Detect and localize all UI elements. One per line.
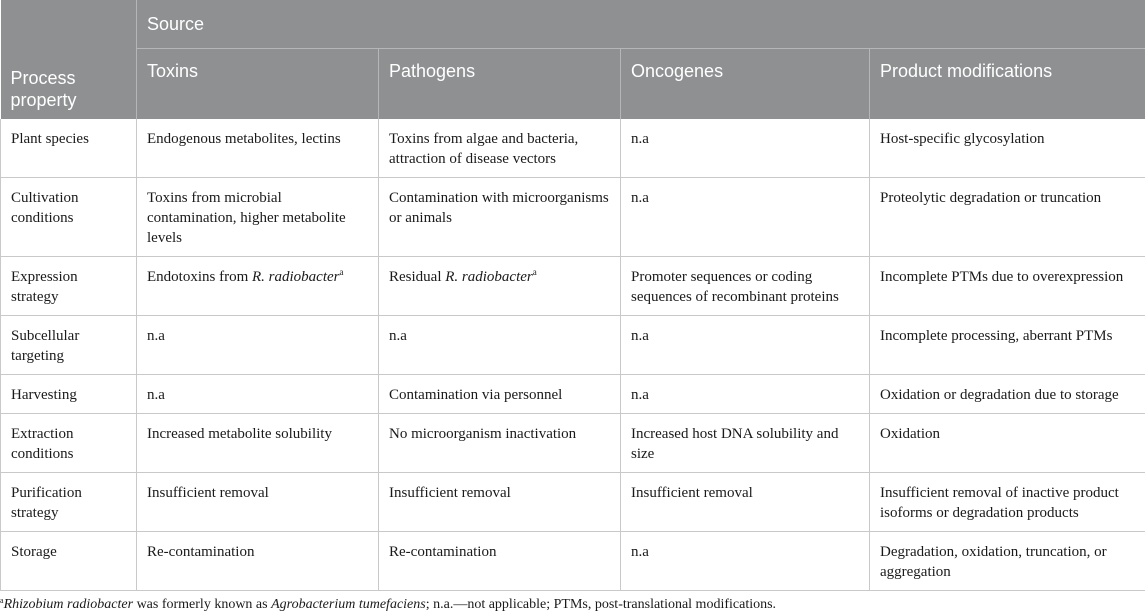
cell-toxins: Re-contamination xyxy=(137,532,379,591)
cell-oncogenes: n.a xyxy=(621,316,870,375)
cell-oncogenes: Insufficient removal xyxy=(621,473,870,532)
column-header-product-modifications: Product modifications xyxy=(870,49,1145,119)
footnote-italic: Agrobacterium tumefaciens xyxy=(271,597,426,612)
row-property: Cultivation conditions xyxy=(1,178,137,257)
cell-pathogens: No microorganism inactivation xyxy=(379,414,621,473)
cell-pathogens: n.a xyxy=(379,316,621,375)
cell-toxins: n.a xyxy=(137,316,379,375)
cell-modifications: Insufficient removal of inactive product isoforms or degradation products xyxy=(870,473,1145,532)
cell-pathogens: Contamination with microorganisms or animals xyxy=(379,178,621,257)
source-header: Source xyxy=(137,0,1145,49)
column-header-pathogens: Pathogens xyxy=(379,49,621,119)
table-row xyxy=(1,414,1145,473)
cell-pathogens: Contamination via personnel xyxy=(379,375,621,414)
cell-italic-text: R. radiobacter xyxy=(252,269,340,285)
cell-oncogenes: n.a xyxy=(621,178,870,257)
cell-oncogenes: n.a xyxy=(621,532,870,591)
table-row xyxy=(1,178,1145,257)
table-row xyxy=(1,119,1145,178)
cell-modifications: Incomplete PTMs due to overexpression xyxy=(870,257,1145,316)
table-row xyxy=(1,532,1145,591)
row-property: Purification strategy xyxy=(1,473,137,532)
cell-toxins: Increased metabolite solubility xyxy=(137,414,379,473)
table-footnote xyxy=(0,597,776,613)
footnote-text: ; n.a.—not applicable; PTMs, post-translational modifications. xyxy=(425,597,777,612)
cell-modifications: Oxidation xyxy=(870,414,1145,473)
cell-toxins: Endogenous metabolites, lectins xyxy=(137,119,379,178)
column-header-oncogenes: Oncogenes xyxy=(621,49,870,119)
cell-pathogens: Re-contamination xyxy=(379,532,621,591)
cell-italic-text: R. radiobacter xyxy=(445,269,533,285)
footnote-marker: a xyxy=(0,596,4,605)
process-property-header: Process property xyxy=(1,0,137,119)
cell-oncogenes: n.a xyxy=(621,375,870,414)
table-row xyxy=(1,257,1145,316)
footnote-marker: a xyxy=(532,267,537,277)
cell-modifications: Proteolytic degradation or truncation xyxy=(870,178,1145,257)
cell-modifications: Oxidation or degradation due to storage xyxy=(870,375,1145,414)
row-property: Harvesting xyxy=(1,375,137,414)
cell-oncogenes: Increased host DNA solubility and size xyxy=(621,414,870,473)
cell-modifications: Degradation, oxidation, truncation, or aggregation xyxy=(870,532,1145,591)
row-property: Expression strategy xyxy=(1,257,137,316)
cell-text: Residual xyxy=(389,269,446,285)
row-property: Storage xyxy=(1,532,137,591)
cell-oncogenes: Promoter sequences or coding sequences of recombinant proteins xyxy=(621,257,870,316)
footnote-marker: a xyxy=(339,267,344,277)
cell-toxins: Toxins from microbial contamination, higher metabolite levels xyxy=(137,178,379,257)
cell-pathogens: Insufficient removal xyxy=(379,473,621,532)
footnote-text: was formerly known as xyxy=(133,597,272,612)
table-row xyxy=(1,375,1145,414)
table-row xyxy=(1,316,1145,375)
row-property: Plant species xyxy=(1,119,137,178)
cell-toxins: n.a xyxy=(137,375,379,414)
row-property: Extraction conditions xyxy=(1,414,137,473)
cell-modifications: Host-specific glycosylation xyxy=(870,119,1145,178)
cell-oncogenes: n.a xyxy=(621,119,870,178)
cell-text: Endotoxins from xyxy=(147,269,252,285)
cell-modifications: Incomplete processing, aberrant PTMs xyxy=(870,316,1145,375)
cell-pathogens: Toxins from algae and bacteria, attraction of disease vectors xyxy=(379,119,621,178)
cell-toxins xyxy=(137,257,379,316)
cell-pathogens xyxy=(379,257,621,316)
cell-toxins: Insufficient removal xyxy=(137,473,379,532)
table-row xyxy=(1,473,1145,532)
footnote-italic: Rhizobium radiobacter xyxy=(3,597,134,612)
column-header-toxins: Toxins xyxy=(137,49,379,119)
row-property: Subcellular targeting xyxy=(1,316,137,375)
